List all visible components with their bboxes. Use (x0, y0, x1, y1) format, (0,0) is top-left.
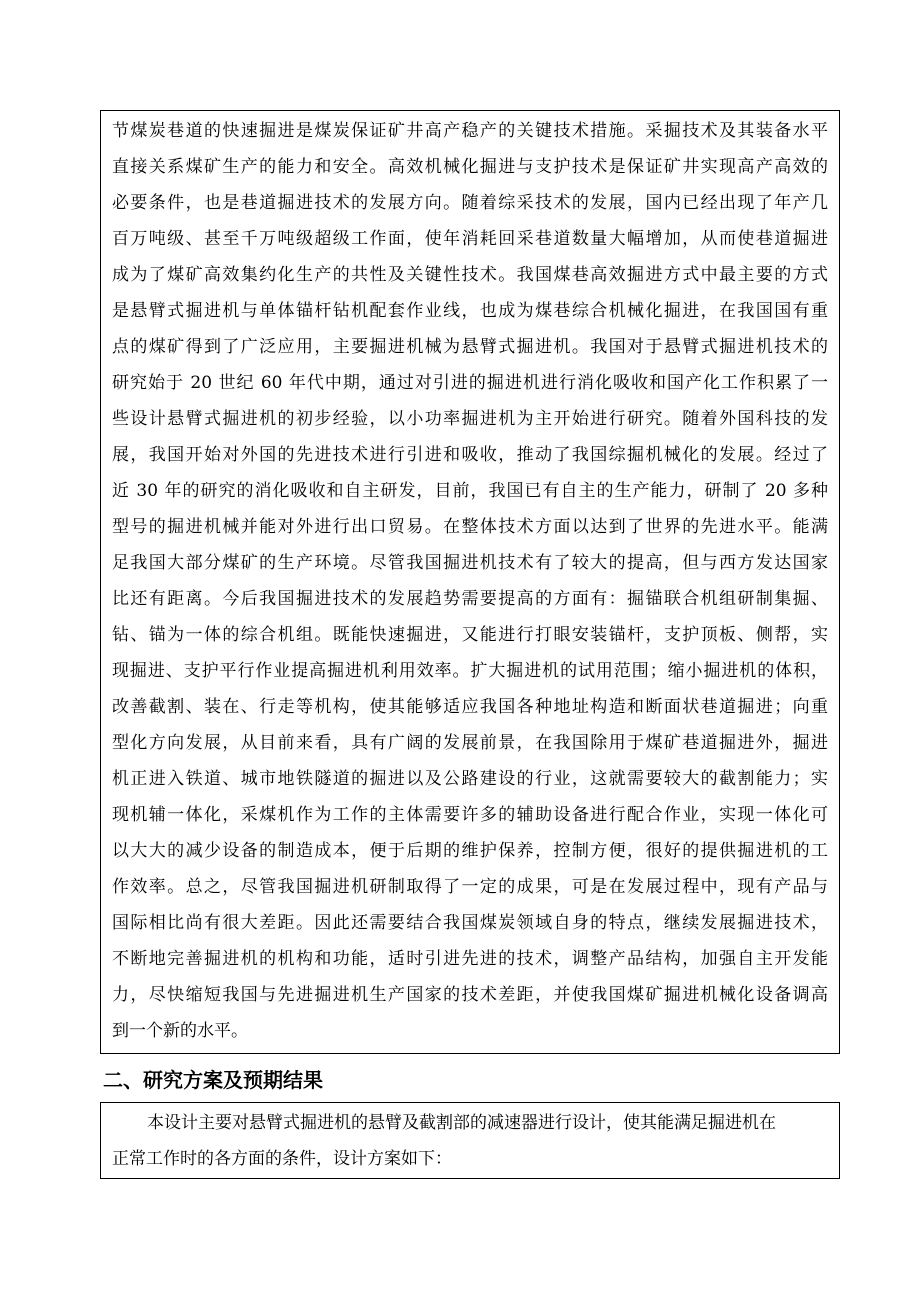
paragraph-line: 型号的掘进机械并能对外进行出口贸易。在整体技术方面以达到了世界的先进水平。能满 (112, 517, 828, 537)
paragraph-line: 力，尽快缩短我国与先进掘进机生产国家的技术差距，并使我国煤矿掘进机械化设备调高 (112, 985, 828, 1005)
paragraph-line: 以大大的减少设备的制造成本，便于后期的维护保养，控制方便，很好的提供掘进机的工 (112, 841, 828, 861)
paragraph-line: 比还有距离。今后我国掘进技术的发展趋势需要提高的方面有：掘锚联合机组研制集掘、 (112, 589, 828, 609)
paragraph-line: 节煤炭巷道的快速掘进是煤炭保证矿井高产稳产的关键技术措施。采掘技术及其装备水平 (112, 121, 828, 141)
paragraph-line: 现掘进、支护平行作业提高掘进机利用效率。扩大掘进机的试用范围；缩小掘进机的体积， (112, 661, 828, 681)
background-text-box (100, 110, 840, 1054)
paragraph-line: 研究始于 20 世纪 60 年代中期，通过对引进的掘进机进行消化吸收和国产化工作积累了一 (112, 373, 828, 393)
paragraph-line: 近 30 年的研究的消化吸收和自主研发，目前，我国已有自主的生产能力，研制了 20 多种 (112, 481, 828, 501)
paragraph-line: 是悬臂式掘进机与单体锚杆钻机配套作业线，也成为煤巷综合机械化掘进，在我国国有重 (112, 301, 828, 321)
section-heading: 二、研究方案及预期结果 (103, 1068, 323, 1092)
paragraph-line: 正常工作时的各方面的条件，设计方案如下： (112, 1149, 452, 1169)
paragraph-line: 到一个新的水平。 (112, 1021, 248, 1041)
paragraph-line: 型化方向发展，从目前来看，具有广阔的发展前景，在我国除用于煤矿巷道掘进外，掘进 (112, 733, 828, 753)
paragraph-line: 些设计悬臂式掘进机的初步经验，以小功率掘进机为主开始进行研究。随着外国科技的发 (112, 409, 828, 429)
paragraph-line: 直接关系煤矿生产的能力和安全。高效机械化掘进与支护技术是保证矿井实现高产高效的 (112, 157, 828, 177)
paragraph-line: 必要条件，也是巷道掘进技术的发展方向。随着综采技术的发展，国内已经出现了年产几 (112, 193, 828, 213)
paragraph-line: 本设计主要对悬臂式掘进机的悬臂及截割部的减速器进行设计，使其能满足掘进机在 (147, 1113, 776, 1133)
paragraph-line: 展，我国开始对外国的先进技术进行引进和吸收，推动了我国综掘机械化的发展。经过了 (112, 445, 828, 465)
paragraph-line: 点的煤矿得到了广泛应用，主要掘进机械为悬臂式掘进机。我国对于悬臂式掘进机技术的 (112, 337, 828, 357)
paragraph-line: 百万吨级、甚至千万吨级超级工作面，使年消耗回采巷道数量大幅增加，从而使巷道掘进 (112, 229, 828, 249)
paragraph-line: 机正进入铁道、城市地铁隧道的掘进以及公路建设的行业，这就需要较大的截割能力；实 (112, 769, 828, 789)
paragraph-line: 足我国大部分煤矿的生产环境。尽管我国掘进机技术有了较大的提高，但与西方发达国家 (112, 553, 828, 573)
paragraph-line: 改善截割、装在、行走等机构，使其能够适应我国各种地址构造和断面状巷道掘进；向重 (112, 697, 828, 717)
paragraph-line: 钻、锚为一体的综合机组。既能快速掘进，又能进行打眼安装锚杆，支护顶板、侧帮，实 (112, 625, 828, 645)
research-plan-box (100, 1102, 840, 1179)
paragraph-line: 成为了煤矿高效集约化生产的共性及关键性技术。我国煤巷高效掘进方式中最主要的方式 (112, 265, 828, 285)
paragraph-line: 国际相比尚有很大差距。因此还需要结合我国煤炭领域自身的特点，继续发展掘进技术， (112, 913, 828, 933)
paragraph-line: 作效率。总之，尽管我国掘进机研制取得了一定的成果，可是在发展过程中，现有产品与 (112, 877, 828, 897)
paragraph-line: 现机辅一体化，采煤机作为工作的主体需要许多的辅助设备进行配合作业，实现一体化可 (112, 805, 828, 825)
paragraph-line: 不断地完善掘进机的机构和功能，适时引进先进的技术，调整产品结构，加强自主开发能 (112, 949, 828, 969)
